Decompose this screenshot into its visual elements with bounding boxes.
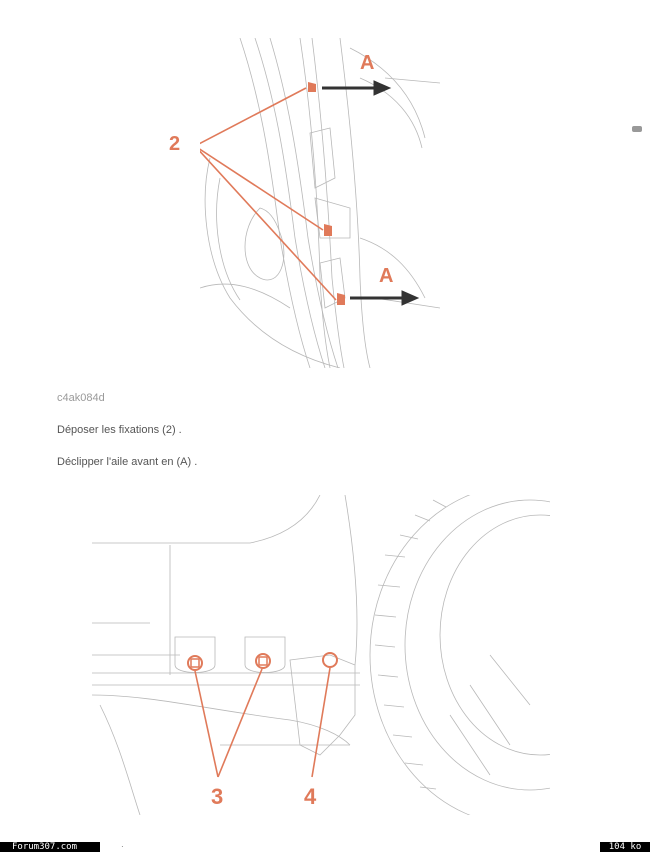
callout-2: 2 xyxy=(169,133,181,155)
footer-dot: · xyxy=(121,842,124,851)
callout-4: 4 xyxy=(304,784,317,809)
instruction-step-2: Déclipper l'aile avant en (A) . xyxy=(57,456,198,468)
bumper-fixings-drawing xyxy=(90,495,550,815)
scan-mark xyxy=(632,126,642,132)
figure-bumper-fixings xyxy=(90,495,550,815)
callout-a-bottom: A xyxy=(379,265,394,287)
callout-3: 3 xyxy=(211,784,224,809)
footer-site-label: Forum307.com xyxy=(0,842,100,852)
figure-reference: c4ak084d xyxy=(57,392,105,404)
footer-file-size: 104 ko xyxy=(600,842,650,852)
instruction-step-1: Déposer les fixations (2) . xyxy=(57,424,182,436)
callout-a-top: A xyxy=(360,52,375,74)
figure-wing-fixings xyxy=(200,38,440,368)
wing-fixings-drawing xyxy=(200,38,440,368)
